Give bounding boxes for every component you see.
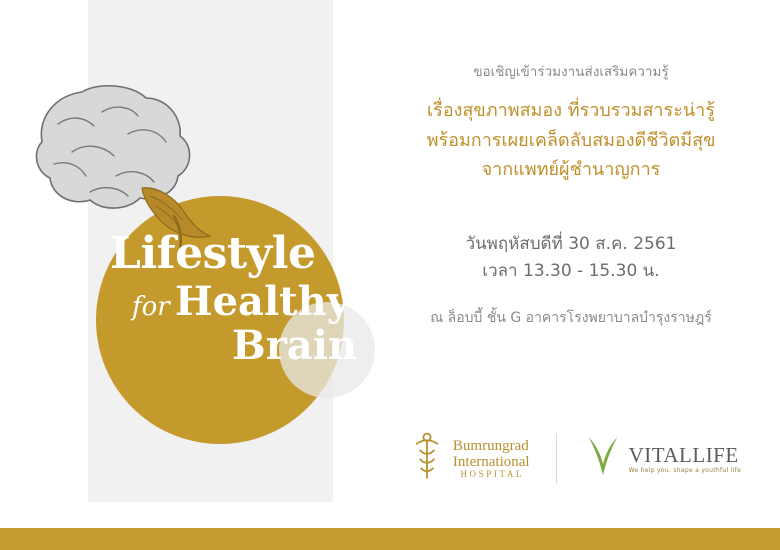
title-word-brain: Brain bbox=[231, 322, 357, 369]
logo-divider bbox=[556, 434, 557, 484]
title-word-healthy: Healthy bbox=[174, 278, 350, 325]
vitallife-logo-text bbox=[629, 444, 742, 474]
headline-block bbox=[378, 96, 764, 185]
vitallife-tagline: We help you, shape a youthful life bbox=[628, 466, 742, 474]
bumrungrad-line-2: International bbox=[452, 454, 530, 471]
vitallife-logo bbox=[583, 433, 742, 485]
caduceus-icon bbox=[409, 431, 445, 487]
vitallife-name: VITALLIFE bbox=[628, 442, 739, 467]
bumrungrad-line-1: Bumrungrad bbox=[452, 437, 529, 454]
headline-line-3: จากแพทย์ผู้ชำนาญการ bbox=[481, 159, 661, 181]
poster-text-column bbox=[378, 60, 764, 329]
bumrungrad-logo-text bbox=[453, 438, 530, 480]
invite-line: ขอเชิญเข้าร่วมงานส่งเสริมความรู้ bbox=[473, 64, 669, 80]
bottom-gold-strip bbox=[0, 528, 780, 550]
event-date: วันพฤหัสบดีที่ 30 ส.ค. 2561 bbox=[465, 234, 677, 255]
logo-row bbox=[400, 424, 750, 494]
headline-line-1: เรื่องสุขภาพสมอง ที่รวบรวมสาระน่ารู้ bbox=[427, 100, 715, 121]
headline-line-2: พร้อมการเผยเคล็ดลับสมองดีชีวิตมีสุข bbox=[426, 129, 716, 151]
title-line-for-healthy bbox=[110, 278, 375, 325]
title-line-lifestyle: Lifestyle bbox=[110, 228, 316, 279]
event-datetime bbox=[378, 231, 764, 285]
event-time: เวลา 13.30 - 15.30 น. bbox=[482, 261, 660, 282]
poster-title bbox=[110, 228, 375, 369]
vitallife-leaf-icon bbox=[583, 433, 623, 485]
bumrungrad-logo bbox=[409, 431, 530, 487]
bumrungrad-line-3: HOSPITAL bbox=[460, 469, 525, 480]
event-venue: ณ ล็อบบี้ ชั้น G อาคารโรงพยาบาลบำรุงราษฎร์ bbox=[430, 310, 712, 327]
title-line-brain bbox=[110, 322, 375, 369]
title-word-for: for bbox=[132, 292, 170, 322]
